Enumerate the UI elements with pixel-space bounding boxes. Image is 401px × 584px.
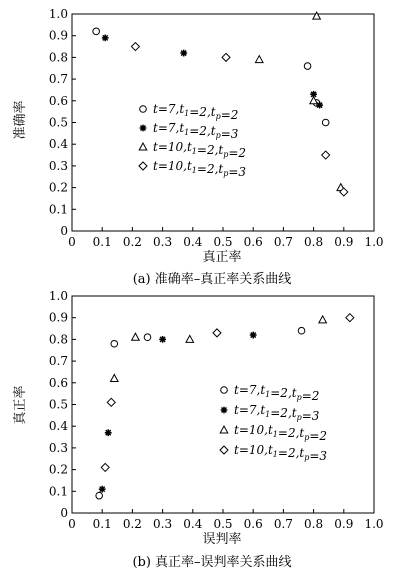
chart-a xyxy=(12,7,384,287)
star-point xyxy=(159,336,166,343)
circle-point xyxy=(298,327,305,334)
x-axis-label: 真正率 xyxy=(202,250,242,265)
chart-caption: (b) 真正率–误判率关系曲线 xyxy=(132,555,292,570)
star-point xyxy=(250,332,257,339)
circle-point xyxy=(93,28,100,35)
y-tick-label: 1.0 xyxy=(48,7,68,21)
triangle-point xyxy=(255,56,263,63)
y-tick-label: 1.0 xyxy=(48,289,68,303)
diamond-legend-marker xyxy=(220,446,228,454)
y-tick-label: 0.2 xyxy=(48,462,68,477)
y-tick-label: 0.2 xyxy=(48,180,68,195)
circle-point xyxy=(144,334,151,341)
y-tick-label: 0 xyxy=(60,224,68,238)
x-tick-label: 0.7 xyxy=(273,235,293,249)
diamond-point xyxy=(322,151,330,159)
y-tick-label: 0.4 xyxy=(48,137,68,152)
y-tick-label: 0.6 xyxy=(48,375,68,390)
legend xyxy=(139,102,246,179)
y-axis-label: 准确率 xyxy=(13,100,28,140)
x-tick-label: 0 xyxy=(68,235,76,249)
legend-entry: $t=7,t_1=2,t_p=3$ xyxy=(234,403,320,423)
diamond-point xyxy=(213,329,221,337)
y-tick-label: 0.9 xyxy=(48,28,68,43)
plot-frame xyxy=(72,296,374,513)
y-tick-label: 0.3 xyxy=(48,440,68,455)
x-tick-label: 0.8 xyxy=(304,517,324,531)
legend-entry: $t=7,t_1=2,t_p=3$ xyxy=(153,121,239,141)
x-tick-label: 0 xyxy=(68,517,76,531)
circle-legend-marker xyxy=(140,106,147,113)
y-tick-label: 0.6 xyxy=(48,93,68,108)
x-tick-label: 0.7 xyxy=(273,517,293,531)
y-tick-label: 0.3 xyxy=(48,158,68,173)
circle-point xyxy=(322,119,329,126)
legend-entry: $t=10,t_1=2,t_p=3$ xyxy=(153,159,247,179)
y-tick-label: 0.9 xyxy=(48,310,68,325)
x-tick-label: 0.2 xyxy=(122,517,142,531)
y-tick-label: 0.8 xyxy=(48,50,68,65)
x-tick-label: 0.2 xyxy=(122,235,142,249)
legend xyxy=(220,383,327,463)
x-tick-label: 0.9 xyxy=(334,517,354,531)
triangle-point xyxy=(313,12,321,19)
x-tick-label: 0.9 xyxy=(334,235,354,249)
triangle-point xyxy=(110,374,118,381)
triangle-point xyxy=(319,316,327,323)
x-tick-label: 0.5 xyxy=(213,235,233,249)
star-point xyxy=(102,34,109,41)
star-point xyxy=(105,429,112,436)
x-tick-label: 0.3 xyxy=(153,517,173,531)
triangle-legend-marker xyxy=(220,426,228,433)
x-tick-label: 0.1 xyxy=(92,517,112,531)
legend-entry: $t=7,t_1=2,t_p=2$ xyxy=(153,102,239,122)
x-tick-label: 0.1 xyxy=(92,235,112,249)
diamond-point xyxy=(107,398,115,406)
legend-entry: $t=10,t_1=2,t_p=3$ xyxy=(234,443,328,463)
x-tick-label: 1.0 xyxy=(364,235,384,249)
y-tick-label: 0.5 xyxy=(48,397,68,412)
star-point xyxy=(180,50,187,57)
chart-b xyxy=(13,289,384,570)
y-tick-label: 0.5 xyxy=(48,115,68,130)
y-tick-label: 0.7 xyxy=(48,354,68,369)
circle-point xyxy=(96,492,103,499)
x-tick-label: 0.4 xyxy=(183,235,203,249)
star-legend-marker xyxy=(221,407,228,414)
x-tick-label: 1.0 xyxy=(364,517,384,531)
diamond-legend-marker xyxy=(139,162,147,170)
triangle-point xyxy=(186,335,194,342)
x-tick-label: 0.8 xyxy=(304,235,324,249)
y-tick-label: 0 xyxy=(60,506,68,520)
diamond-point xyxy=(222,53,230,61)
star-point xyxy=(99,486,106,493)
y-tick-label: 0.1 xyxy=(48,484,68,499)
y-tick-label: 0.1 xyxy=(48,202,68,217)
x-tick-label: 0.3 xyxy=(153,235,173,249)
x-tick-label: 0.4 xyxy=(183,517,203,531)
triangle-legend-marker xyxy=(139,143,147,150)
x-tick-label: 0.6 xyxy=(243,517,263,531)
y-tick-label: 0.8 xyxy=(48,332,68,347)
y-axis-label: 真正率 xyxy=(13,385,28,425)
y-tick-label: 0.7 xyxy=(48,72,68,87)
legend-entry: $t=10,t_1=2,t_p=2$ xyxy=(234,423,328,443)
star-legend-marker xyxy=(140,125,147,132)
legend-entry: $t=10,t_1=2,t_p=2$ xyxy=(153,140,247,160)
x-tick-label: 0.6 xyxy=(243,235,263,249)
x-tick-label: 0.5 xyxy=(213,517,233,531)
circle-point xyxy=(304,63,311,70)
x-axis-label: 误判率 xyxy=(202,532,242,547)
legend-entry: $t=7,t_1=2,t_p=2$ xyxy=(234,383,320,403)
diamond-point xyxy=(101,463,109,471)
diamond-point xyxy=(346,314,354,322)
circle-point xyxy=(111,340,118,347)
circle-legend-marker xyxy=(221,387,228,394)
y-tick-label: 0.4 xyxy=(48,419,68,434)
chart-caption: (a) 准确率–真正率关系曲线 xyxy=(132,272,292,287)
triangle-point xyxy=(132,333,140,340)
diamond-point xyxy=(131,43,139,51)
